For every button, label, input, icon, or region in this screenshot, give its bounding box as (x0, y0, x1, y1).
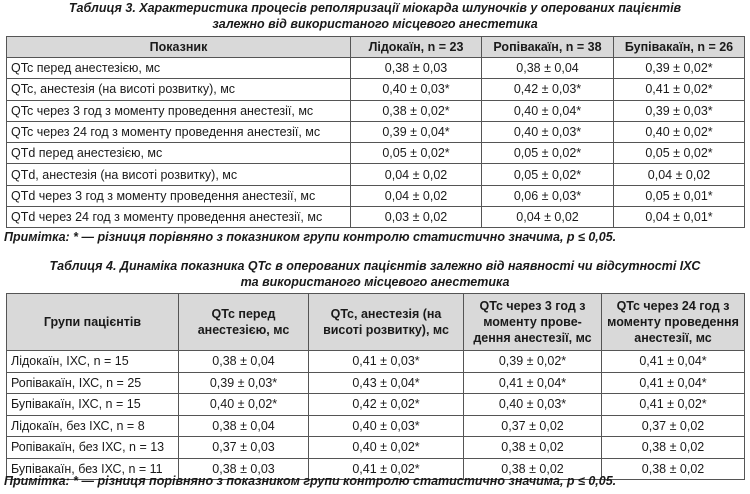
table3-header-cell: Ропівакаїн, n = 38 (482, 37, 614, 58)
table-cell: 0,41 ± 0,02* (614, 79, 745, 100)
table-cell: Бупівакаїн, ІХС, n = 15 (7, 394, 179, 416)
table-cell: 0,05 ± 0,02* (351, 143, 482, 164)
table3-note: Примітка: * — різниця порівняно з показником групи контролю статистично значима, p ≤ 0,05. (4, 230, 617, 244)
table-cell: QTd через 3 год з моменту проведення анестезії, мс (7, 185, 351, 206)
table-cell: 0,40 ± 0,03* (464, 394, 602, 416)
table-row (7, 185, 745, 206)
table-cell: 0,38 ± 0,03 (179, 458, 309, 480)
table-cell: 0,41 ± 0,04* (602, 351, 745, 373)
table-cell: QTc через 3 год з моменту проведення анестезії, мс (7, 100, 351, 121)
table-cell: QTc, анестезія (на висоті розвитку), мс (7, 79, 351, 100)
table-cell: 0,40 ± 0,04* (482, 100, 614, 121)
table-cell: 0,05 ± 0,02* (482, 143, 614, 164)
table-row (7, 207, 745, 228)
table4-header-cell: QTc через 3 год з моменту проведення анестезії, мс (464, 294, 602, 351)
table4-caption-line2: та використаного місцевого анестетика (240, 275, 510, 289)
table-cell: QTc через 24 год з моменту проведення анестезії, мс (7, 121, 351, 142)
table-cell: 0,38 ± 0,04 (482, 58, 614, 79)
table-cell: 0,42 ± 0,02* (309, 394, 464, 416)
table-cell: 0,41 ± 0,02* (602, 394, 745, 416)
table-cell: Лідокаїн, ІХС, n = 15 (7, 351, 179, 373)
table3-header-cell: Бупівакаїн, n = 26 (614, 37, 745, 58)
table3 (6, 36, 745, 228)
table-cell: Ропівакаїн, без ІХС, n = 13 (7, 437, 179, 459)
table4-header-cell: QTc, анестезія (на висоті розвитку), мс (309, 294, 464, 351)
table-row (7, 58, 745, 79)
table-row (7, 437, 745, 459)
table-cell: 0,38 ± 0,02 (602, 437, 745, 459)
table-cell: 0,41 ± 0,03* (309, 351, 464, 373)
table-cell: 0,39 ± 0,02* (464, 351, 602, 373)
table-cell: Ропівакаїн, ІХС, n = 25 (7, 372, 179, 394)
table3-caption-line1: Таблиця 3. Характеристика процесів реполяризації міокарда шлуночків у оперованих пацієнтів (68, 1, 682, 15)
table-row (7, 394, 745, 416)
table-cell: 0,39 ± 0,02* (614, 58, 745, 79)
table3-header-cell: Показник (7, 37, 351, 58)
table-cell: 0,40 ± 0,03* (309, 415, 464, 437)
table-cell: 0,04 ± 0,02 (351, 185, 482, 206)
table4-caption-line1: Таблиця 4. Динаміка показника QTc в оперованих пацієнтів залежно від наявності чи відсутності ІХС (49, 259, 701, 273)
table-cell: 0,39 ± 0,03* (179, 372, 309, 394)
table4-note: Примітка: * — різниця порівняно з показником групи контролю статистично значима, p ≤ 0,05. (4, 474, 617, 488)
table-cell: 0,39 ± 0,04* (351, 121, 482, 142)
table-cell: QTd, анестезія (на висоті розвитку), мс (7, 164, 351, 185)
table-cell: 0,37 ± 0,02 (464, 415, 602, 437)
table-cell: QTc перед анестезією, мс (7, 58, 351, 79)
table-cell: 0,40 ± 0,02* (309, 437, 464, 459)
table-cell: 0,04 ± 0,02 (614, 164, 745, 185)
table-cell: 0,40 ± 0,02* (179, 394, 309, 416)
table-row (7, 415, 745, 437)
table-cell: 0,40 ± 0,02* (614, 121, 745, 142)
table-row (7, 143, 745, 164)
table-cell: QTd перед анестезією, мс (7, 143, 351, 164)
table-cell: 0,41 ± 0,04* (464, 372, 602, 394)
table-row (7, 121, 745, 142)
table4-header-cell: Групи пацієнтів (7, 294, 179, 351)
table-cell: 0,42 ± 0,03* (482, 79, 614, 100)
table-cell: 0,40 ± 0,03* (482, 121, 614, 142)
table-cell: 0,05 ± 0,02* (482, 164, 614, 185)
table3-header-cell: Лідокаїн, n = 23 (351, 37, 482, 58)
table-cell: 0,38 ± 0,04 (179, 351, 309, 373)
table4-header-row (7, 294, 745, 351)
table-row (7, 100, 745, 121)
table-cell: 0,38 ± 0,02 (464, 437, 602, 459)
table4-header-cell: QTc перед анестезією, мс (179, 294, 309, 351)
table-cell: 0,39 ± 0,03* (614, 100, 745, 121)
table-cell: 0,04 ± 0,01* (614, 207, 745, 228)
table3-caption-line2: залежно від використаного місцевого анестетика (212, 17, 538, 31)
table-cell: 0,38 ± 0,02* (351, 100, 482, 121)
table-cell: Бупівакаїн, без ІХС, n = 11 (7, 458, 179, 480)
table-cell: QTd через 24 год з моменту проведення анестезії, мс (7, 207, 351, 228)
table-cell: 0,04 ± 0,02 (351, 164, 482, 185)
table-cell: 0,04 ± 0,02 (482, 207, 614, 228)
table-cell: 0,43 ± 0,04* (309, 372, 464, 394)
table-cell: 0,41 ± 0,04* (602, 372, 745, 394)
table-cell: 0,05 ± 0,01* (614, 185, 745, 206)
table4-header-cell: QTc через 24 год з моменту проведення анестезії, мс (602, 294, 745, 351)
table-row (7, 164, 745, 185)
table-cell: 0,03 ± 0,02 (351, 207, 482, 228)
table-cell: 0,38 ± 0,03 (351, 58, 482, 79)
table-cell: 0,40 ± 0,03* (351, 79, 482, 100)
table-cell: 0,37 ± 0,03 (179, 437, 309, 459)
table-cell: 0,38 ± 0,04 (179, 415, 309, 437)
table-cell: 0,37 ± 0,02 (602, 415, 745, 437)
table3-header-row (7, 37, 745, 58)
table-cell: 0,38 ± 0,02 (602, 458, 745, 480)
table-cell: 0,05 ± 0,02* (614, 143, 745, 164)
table4 (6, 293, 745, 480)
table-row (7, 79, 745, 100)
table-cell: Лідокаїн, без ІХС, n = 8 (7, 415, 179, 437)
table-row (7, 351, 745, 373)
table-cell: 0,06 ± 0,03* (482, 185, 614, 206)
table-row (7, 372, 745, 394)
table-cell: 0,41 ± 0,02* (309, 458, 464, 480)
table-cell: 0,38 ± 0,02 (464, 458, 602, 480)
